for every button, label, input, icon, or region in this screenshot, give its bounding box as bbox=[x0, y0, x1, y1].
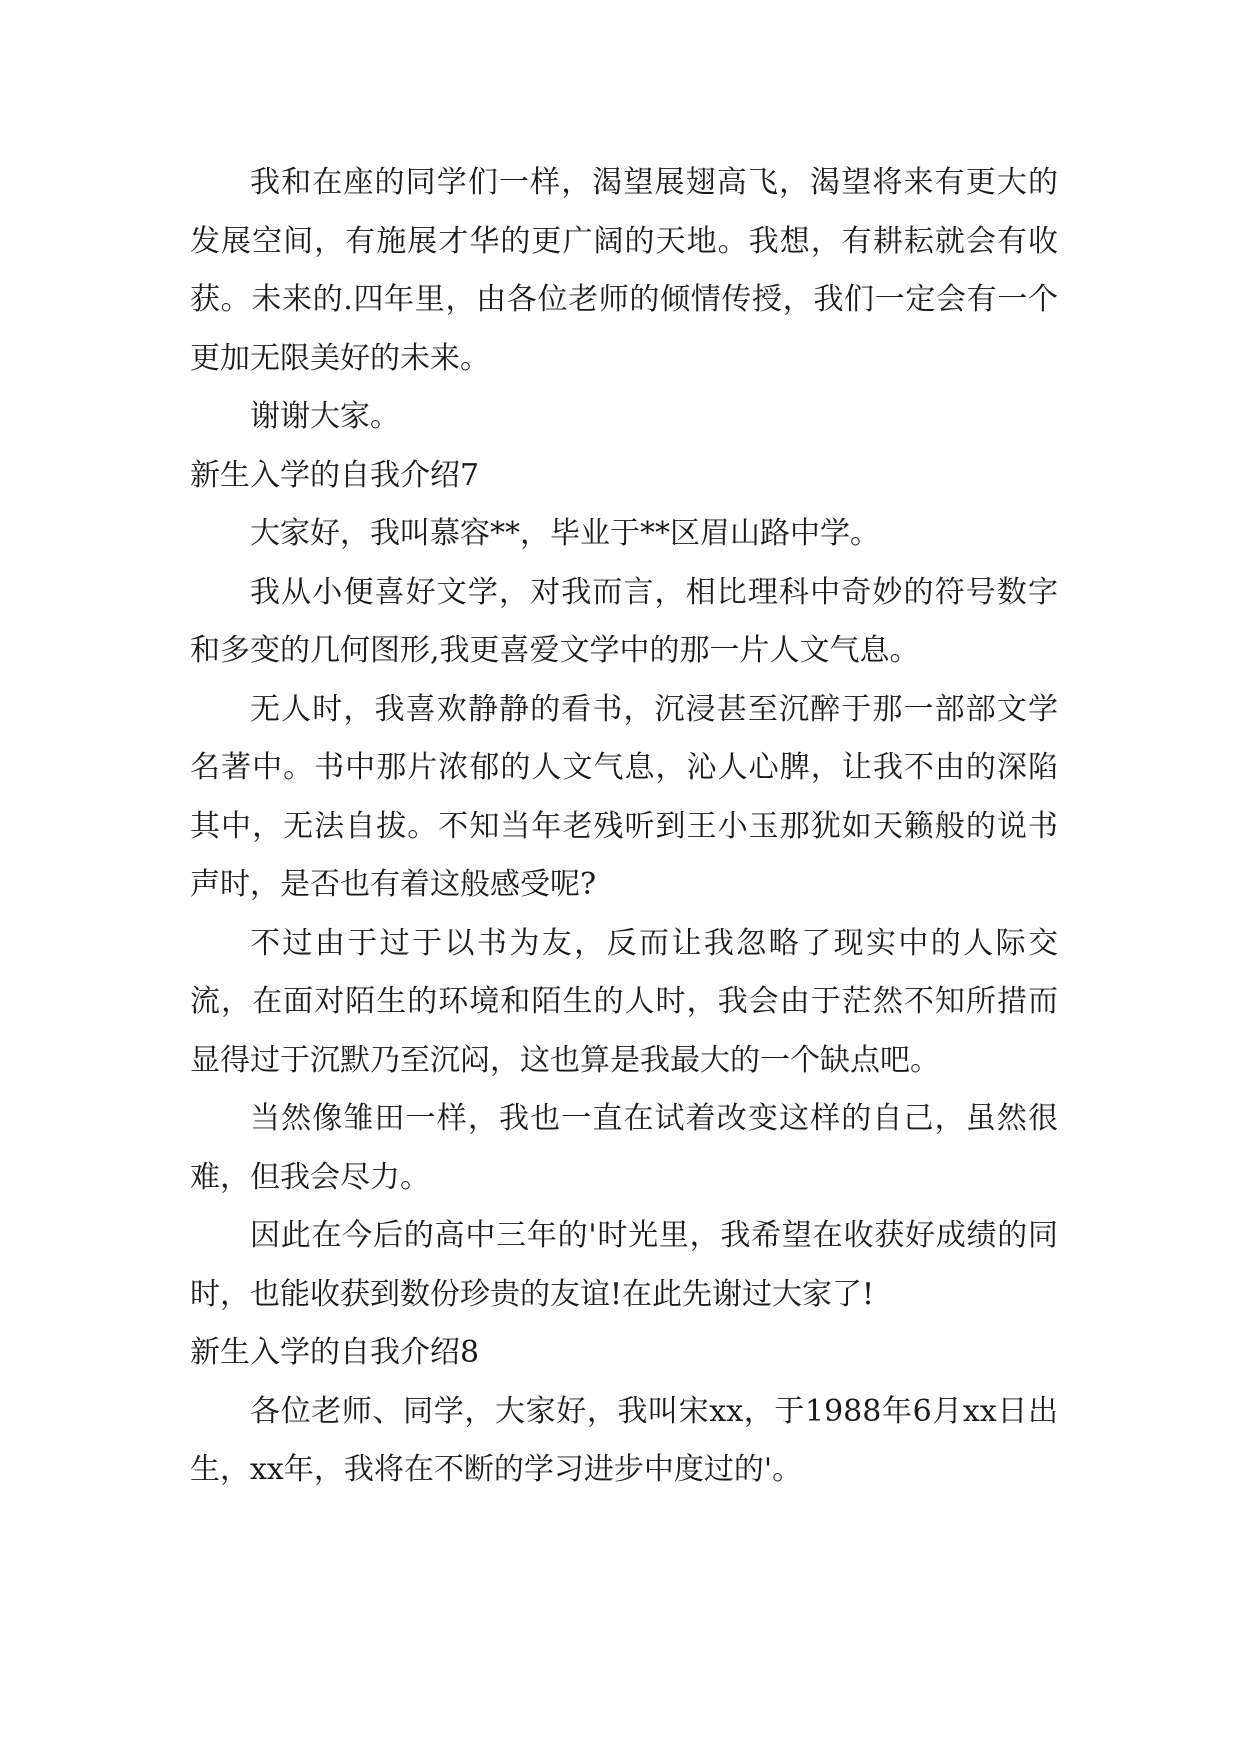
document-page bbox=[190, 154, 1058, 1500]
paragraph: 谢谢大家。 bbox=[250, 399, 400, 434]
paragraph: 我和在座的同学们一样，渴望展翅高飞，渴望将来有更大的发展空间，有施展才华的更广阔的天地。我想，有耕耘就会有收获。未来的.四年里，由各位老师的倾情传授，我们一定会有一个更加无限美好的未来。 bbox=[190, 165, 1058, 376]
section-heading: 新生入学的自我介绍8 bbox=[190, 1335, 480, 1370]
paragraph: 大家好，我叫慕容**，毕业于**区眉山路中学。 bbox=[250, 516, 880, 551]
paragraph: 我从小便喜好文学，对我而言，相比理科中奇妙的符号数字和多变的几何图形,我更喜爱文学中的那一片人文气息。 bbox=[190, 574, 1058, 668]
paragraph: 当然像雏田一样，我也一直在试着改变这样的自己，虽然很难，但我会尽力。 bbox=[190, 1101, 1058, 1195]
section-heading: 新生入学的自我介绍7 bbox=[190, 457, 480, 493]
paragraph: 不过由于过于以书为友，反而让我忽略了现实中的人际交流，在面对陌生的环境和陌生的人时，我会由于茫然不知所措而显得过于沉默乃至沉闷，这也算是我最大的一个缺点吧。 bbox=[190, 925, 1058, 1078]
paragraph: 各位老师、同学，大家好，我叫宋xx，于1988年6月xx日出生，xx年，我将在不断的学习进步中度过的'。 bbox=[190, 1393, 1058, 1487]
paragraph: 因此在今后的高中三年的'时光里，我希望在收获好成绩的同时，也能收获到数份珍贵的友谊!在此先谢过大家了! bbox=[190, 1218, 1058, 1312]
paragraph: 无人时，我喜欢静静的看书，沉浸甚至沉醉于那一部部文学名著中。书中那片浓郁的人文气息，沁人心脾，让我不由的深陷其中，无法自拔。不知当年老残听到王小玉那犹如天籁般的说书声时，是否也有着这般感受呢? bbox=[190, 691, 1058, 902]
